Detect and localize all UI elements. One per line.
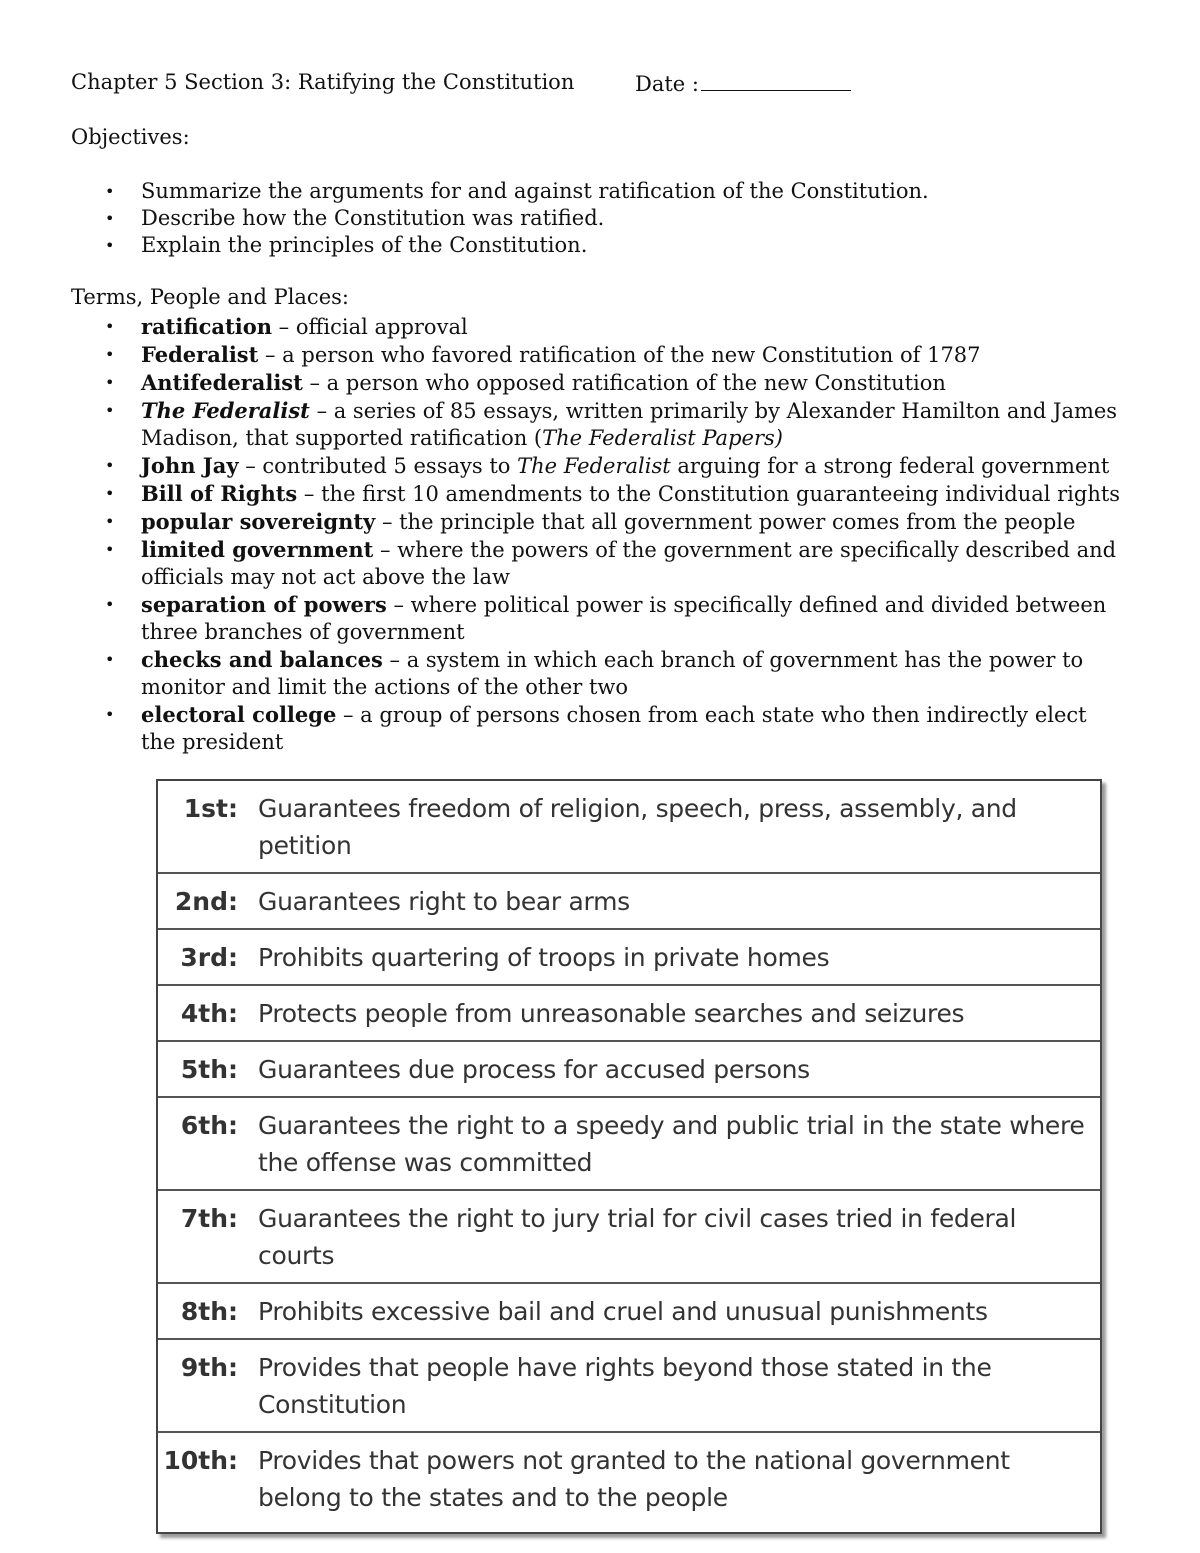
amendment-description: Guarantees the right to jury trial for civil cases tried in federal courts	[258, 1204, 1017, 1270]
amendment-row	[158, 781, 1100, 874]
term-name: Bill of Rights	[141, 481, 298, 506]
amendment-number: 10th:	[163, 1446, 238, 1475]
terms-heading: Terms, People and Places:	[71, 285, 349, 309]
term-name: popular sovereignty	[141, 509, 376, 534]
bullet-icon: •	[105, 595, 115, 614]
term-definition: – official approval	[271, 315, 468, 339]
date-blank-line	[701, 70, 851, 91]
term-item	[71, 452, 1121, 480]
amendment-number: 9th:	[180, 1353, 238, 1382]
date-field	[635, 70, 851, 96]
amendment-number: 5th:	[180, 1055, 238, 1084]
term-item	[71, 480, 1121, 508]
term-definition-italic: The Federalist Papers)	[542, 426, 783, 450]
term-definition: – a person who favored ratification of the new Constitution of 1787	[258, 343, 981, 367]
term-definition: – where the powers of the government are specifically described and officials may not act above the law	[141, 538, 1117, 589]
term-definition: – a system in which each branch of government has the power to monitor and limit the actions of the other two	[141, 648, 1084, 699]
objective-item: • Summarize the arguments for and against ratification of the Constitution.	[105, 179, 929, 203]
bullet-icon: •	[105, 512, 115, 531]
term-definition-italic: The Federalist	[517, 454, 671, 478]
amendment-row	[158, 1098, 1100, 1191]
term-item	[71, 646, 1121, 701]
term-definition: – a group of persons chosen from each state who then indirectly elect the president	[141, 703, 1087, 754]
amendment-number: 8th:	[180, 1297, 238, 1326]
term-definition: – where political power is specifically defined and divided between three branches of government	[141, 593, 1107, 644]
term-definition: – the principle that all government power comes from the people	[375, 510, 1076, 534]
term-item	[71, 313, 1121, 341]
term-name: The Federalist	[141, 398, 310, 423]
amendment-description: Provides that powers not granted to the national government belong to the states and to the people	[258, 1446, 1010, 1512]
bullet-icon: •	[105, 484, 115, 503]
term-item	[71, 536, 1121, 591]
amendment-row	[158, 1433, 1100, 1532]
amendment-description: Prohibits quartering of troops in private homes	[258, 943, 830, 972]
term-name: separation of powers	[141, 592, 387, 617]
terms-list	[71, 313, 1121, 756]
term-definition: – a person who opposed ratification of the new Constitution	[302, 371, 946, 395]
term-item	[71, 397, 1121, 452]
bullet-icon: •	[105, 650, 115, 669]
objectives-heading: Objectives:	[71, 125, 190, 149]
amendment-number: 3rd:	[180, 943, 238, 972]
term-name: checks and balances	[141, 647, 383, 672]
term-item	[71, 341, 1121, 369]
amendment-number: 7th:	[180, 1204, 238, 1233]
bullet-icon: •	[105, 317, 115, 336]
bullet-icon: •	[105, 456, 115, 475]
term-definition-rest: arguing for a strong federal government	[670, 454, 1110, 478]
term-name: ratification	[141, 314, 272, 339]
bullet-icon: •	[105, 182, 115, 201]
amendment-number: 4th:	[180, 999, 238, 1028]
amendment-description: Guarantees right to bear arms	[258, 887, 630, 916]
objectives-list	[71, 178, 1121, 259]
amendment-number: 2nd:	[174, 887, 238, 916]
bullet-icon: •	[105, 373, 115, 392]
amendment-row	[158, 874, 1100, 930]
amendment-row	[158, 986, 1100, 1042]
amendment-number: 1st:	[183, 794, 238, 823]
term-definition: – a series of 85 essays, written primarily by Alexander Hamilton and James Madison, that supported ratification (	[141, 399, 1118, 450]
amendment-row	[158, 1191, 1100, 1284]
objective-item: • Explain the principles of the Constitution.	[105, 233, 588, 257]
term-name: electoral college	[141, 702, 337, 727]
date-label: Date :	[635, 72, 699, 96]
amendment-description: Guarantees freedom of religion, speech, press, assembly, and petition	[258, 794, 1017, 860]
amendment-description: Guarantees the right to a speedy and public trial in the state where the offense was committed	[258, 1111, 1085, 1177]
amendment-description: Prohibits excessive bail and cruel and unusual punishments	[258, 1297, 988, 1326]
term-name: Antifederalist	[141, 370, 303, 395]
amendment-row	[158, 930, 1100, 986]
bill-of-rights-table	[156, 779, 1102, 1534]
term-item	[71, 701, 1121, 756]
bullet-icon: •	[105, 236, 115, 255]
amendment-row	[158, 1042, 1100, 1098]
term-definition: – the first 10 amendments to the Constitution guaranteeing individual rights	[297, 482, 1121, 506]
term-item	[71, 591, 1121, 646]
term-name: John Jay	[141, 453, 239, 478]
bullet-icon: •	[105, 540, 115, 559]
header	[71, 70, 699, 96]
page-title: Chapter 5 Section 3: Ratifying the Constitution	[71, 70, 575, 94]
term-name: Federalist	[141, 342, 259, 367]
amendment-row	[158, 1340, 1100, 1433]
bullet-icon: •	[105, 705, 115, 724]
amendment-description: Provides that people have rights beyond those stated in the Constitution	[258, 1353, 992, 1419]
amendment-row	[158, 1284, 1100, 1340]
amendment-description: Protects people from unreasonable searches and seizures	[258, 999, 965, 1028]
bullet-icon: •	[105, 401, 115, 420]
bullet-icon: •	[105, 209, 115, 228]
term-name: limited government	[141, 537, 374, 562]
amendment-description: Guarantees due process for accused persons	[258, 1055, 810, 1084]
term-item	[71, 369, 1121, 397]
term-definition: – contributed 5 essays to	[238, 454, 518, 478]
bullet-icon: •	[105, 345, 115, 364]
amendment-number: 6th:	[180, 1111, 238, 1140]
term-item	[71, 508, 1121, 536]
objective-item: • Describe how the Constitution was ratified.	[105, 206, 605, 230]
